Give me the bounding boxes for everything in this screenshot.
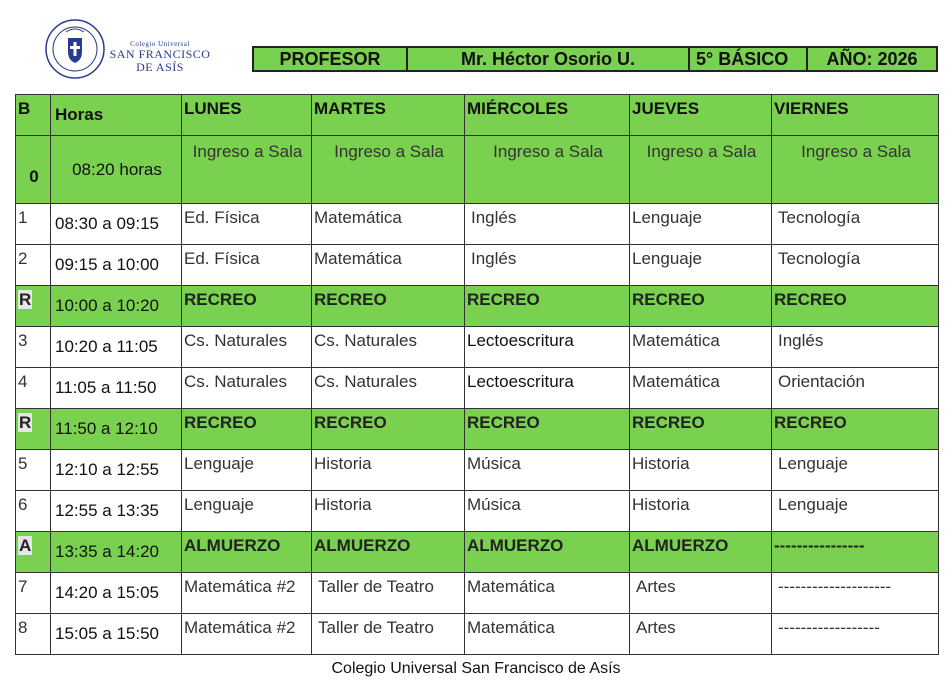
subject-cell-thursday: Artes	[630, 573, 772, 614]
block-number	[16, 450, 51, 491]
time-slot: 10:00 a 10:20	[51, 286, 182, 327]
block-label: 8	[18, 618, 28, 637]
logo-text	[108, 40, 212, 74]
break-row	[16, 286, 939, 327]
table-row	[16, 245, 939, 286]
subject-cell-monday: RECREO	[182, 286, 312, 327]
subject-cell-tuesday: Taller de Teatro	[312, 573, 465, 614]
block-number	[16, 327, 51, 368]
school-logo	[44, 18, 214, 82]
table-row	[16, 204, 939, 245]
schedule-table	[15, 94, 939, 655]
block-label: 2	[18, 249, 28, 268]
col-header-wednesday: MIÉRCOLES	[465, 95, 630, 136]
professor-label: PROFESOR	[254, 48, 408, 70]
professor-name: Mr. Héctor Osorio U.	[408, 48, 690, 70]
subject-cell-wednesday: RECREO	[465, 409, 630, 450]
break-row	[16, 532, 939, 573]
header-row	[16, 95, 939, 136]
logo-line3: DE ASÍS	[136, 60, 184, 74]
subject-cell-tuesday: Matemática	[312, 204, 465, 245]
time-slot: 13:35 a 14:20	[51, 532, 182, 573]
subject-cell-monday: Matemática #2	[182, 614, 312, 655]
subject-cell-monday: Ed. Física	[182, 245, 312, 286]
subject-cell-friday: Inglés	[772, 327, 939, 368]
block-label: 3	[18, 331, 28, 350]
subject-cell-thursday: Artes	[630, 614, 772, 655]
block-number	[16, 204, 51, 245]
ingreso-cell-wednesday: Ingreso a Sala	[465, 136, 630, 204]
break-row	[16, 409, 939, 450]
col-header-tuesday: MARTES	[312, 95, 465, 136]
block-number	[16, 614, 51, 655]
block-number	[16, 409, 51, 450]
subject-cell-thursday: RECREO	[630, 286, 772, 327]
block-number	[16, 286, 51, 327]
subject-cell-tuesday: Cs. Naturales	[312, 327, 465, 368]
subject-cell-thursday: Historia	[630, 450, 772, 491]
subject-cell-friday: RECREO	[772, 286, 939, 327]
header-bar	[252, 46, 938, 72]
subject-cell-tuesday: Taller de Teatro	[312, 614, 465, 655]
time-slot: 11:05 a 11:50	[51, 368, 182, 409]
col-header-friday: VIERNES	[772, 95, 939, 136]
time-slot: 08:20 horas	[51, 136, 182, 204]
subject-cell-thursday: RECREO	[630, 409, 772, 450]
school-seal-icon	[44, 18, 106, 80]
subject-cell-monday: Lenguaje	[182, 491, 312, 532]
year-label: AÑO: 2026	[826, 48, 918, 69]
ingreso-cell-friday: Ingreso a Sala	[772, 136, 939, 204]
block-label: 7	[18, 577, 28, 596]
footer-text: Colegio Universal San Francisco de Asís	[331, 660, 621, 677]
subject-cell-monday: RECREO	[182, 409, 312, 450]
block-number	[16, 532, 51, 573]
time-slot: 14:20 a 15:05	[51, 573, 182, 614]
table-row	[16, 327, 939, 368]
subject-cell-wednesday: Música	[465, 491, 630, 532]
subject-cell-wednesday: Matemática	[465, 614, 630, 655]
table-row	[16, 573, 939, 614]
subject-cell-friday: Lenguaje	[772, 491, 939, 532]
col-header-block: B	[16, 95, 51, 136]
subject-cell-tuesday: RECREO	[312, 286, 465, 327]
ingreso-cell-thursday: Ingreso a Sala	[630, 136, 772, 204]
subject-cell-wednesday: Música	[465, 450, 630, 491]
block-label: 5	[18, 454, 28, 473]
subject-cell-friday: Orientación	[772, 368, 939, 409]
subject-cell-monday: Cs. Naturales	[182, 368, 312, 409]
subject-cell-friday: --------------------	[772, 573, 939, 614]
subject-cell-monday: Ed. Física	[182, 204, 312, 245]
logo-line1: Colegio Universal	[130, 40, 190, 48]
subject-cell-wednesday: Lectoescritura	[465, 327, 630, 368]
subject-cell-wednesday: Matemática	[465, 573, 630, 614]
subject-cell-friday: ------------------	[772, 614, 939, 655]
block-number	[16, 573, 51, 614]
logo-line2: SAN FRANCISCO	[109, 47, 211, 61]
block-number	[16, 368, 51, 409]
subject-cell-friday: Lenguaje	[772, 450, 939, 491]
subject-cell-thursday: ALMUERZO	[630, 532, 772, 573]
time-slot: 10:20 a 11:05	[51, 327, 182, 368]
time-slot: 09:15 a 10:00	[51, 245, 182, 286]
col-header-thursday: JUEVES	[630, 95, 772, 136]
subject-cell-thursday: Matemática	[630, 368, 772, 409]
time-slot: 08:30 a 09:15	[51, 204, 182, 245]
subject-cell-wednesday: Inglés	[465, 245, 630, 286]
table-row	[16, 491, 939, 532]
table-row	[16, 450, 939, 491]
subject-cell-friday: Tecnología	[772, 245, 939, 286]
table-row	[16, 614, 939, 655]
block-label: R	[19, 413, 32, 432]
subject-cell-tuesday: Historia	[312, 450, 465, 491]
subject-cell-monday: Matemática #2	[182, 573, 312, 614]
subject-cell-wednesday: Inglés	[465, 204, 630, 245]
time-slot: 12:10 a 12:55	[51, 450, 182, 491]
subject-cell-wednesday: Lectoescritura	[465, 368, 630, 409]
grade-label: 5° BÁSICO	[690, 48, 808, 70]
subject-cell-wednesday: ALMUERZO	[465, 532, 630, 573]
block-label: 4	[18, 372, 28, 391]
block-number	[16, 245, 51, 286]
subject-cell-thursday: Matemática	[630, 327, 772, 368]
subject-cell-friday: ----------------	[772, 532, 939, 573]
block-number: 0	[16, 136, 51, 204]
time-slot: 12:55 a 13:35	[51, 491, 182, 532]
ingreso-cell-tuesday: Ingreso a Sala	[312, 136, 465, 204]
subject-cell-thursday: Lenguaje	[630, 204, 772, 245]
ingreso-row	[16, 136, 939, 204]
subject-cell-monday: ALMUERZO	[182, 532, 312, 573]
block-label: A	[19, 536, 32, 555]
subject-cell-tuesday: Historia	[312, 491, 465, 532]
block-number	[16, 491, 51, 532]
subject-cell-tuesday: ALMUERZO	[312, 532, 465, 573]
subject-cell-friday: Tecnología	[772, 204, 939, 245]
ingreso-cell-monday: Ingreso a Sala	[182, 136, 312, 204]
time-slot: 15:05 a 15:50	[51, 614, 182, 655]
subject-cell-thursday: Historia	[630, 491, 772, 532]
time-slot: 11:50 a 12:10	[51, 409, 182, 450]
block-label: R	[19, 290, 32, 309]
block-label: 1	[18, 208, 28, 227]
subject-cell-monday: Lenguaje	[182, 450, 312, 491]
subject-cell-wednesday: RECREO	[465, 286, 630, 327]
subject-cell-thursday: Lenguaje	[630, 245, 772, 286]
table-row	[16, 368, 939, 409]
block-label: 6	[18, 495, 28, 514]
subject-cell-monday: Cs. Naturales	[182, 327, 312, 368]
subject-cell-friday: RECREO	[772, 409, 939, 450]
subject-cell-tuesday: Cs. Naturales	[312, 368, 465, 409]
subject-cell-tuesday: Matemática	[312, 245, 465, 286]
col-header-hours: Horas	[51, 95, 182, 136]
subject-cell-tuesday: RECREO	[312, 409, 465, 450]
col-header-monday: LUNES	[182, 95, 312, 136]
